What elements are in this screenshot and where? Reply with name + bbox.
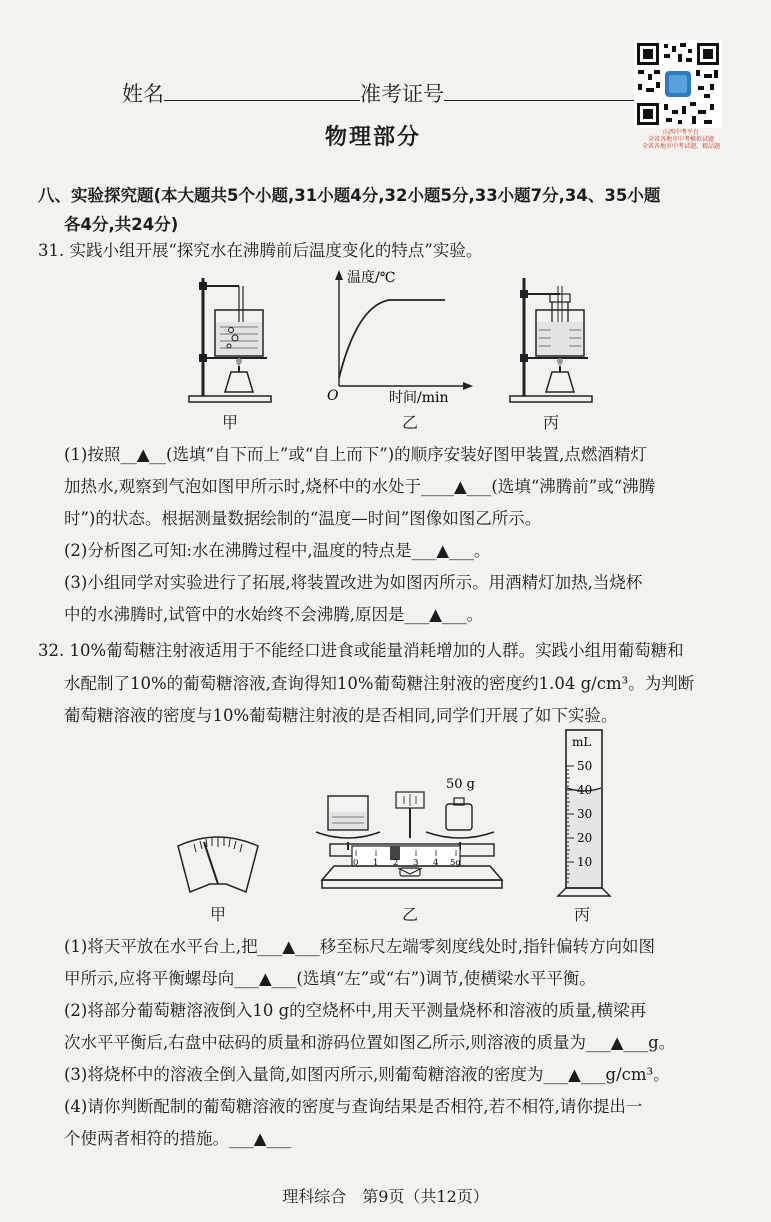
cylinder-tick-30: 30 <box>577 807 593 821</box>
q32-part3: (3)将烧杯中的溶液全倒入量筒,如图丙所示,则葡萄糖溶液的密度为___▲___g/cm³。 <box>64 1065 670 1084</box>
q31-figure-bing <box>508 272 598 411</box>
q32-intro-line3: 葡萄糖溶液的密度与10%葡萄糖注射液的是否相同,同学们开展了如下实验。 <box>64 706 618 725</box>
name-field[interactable] <box>164 82 360 101</box>
scale-tick-1: 1 <box>373 858 379 868</box>
section-title: 物理部分 <box>325 125 422 150</box>
q31-part1-line1: (1)按照__▲__(选填“自下而上”或“自上而下”)的顺序安装好图甲装置,点燃酒精灯 <box>64 445 647 464</box>
q32-intro-line2: 水配制了10%的葡萄糖溶液,查询得知10%葡萄糖注射液的密度约1.04 g/cm³。为判断 <box>64 674 695 693</box>
q31-figure-jia <box>185 272 275 411</box>
q32-caption-bing: 丙 <box>574 905 591 924</box>
cylinder-unit: mL <box>572 735 592 749</box>
cylinder-tick-10: 10 <box>577 855 593 869</box>
qr-caption: 山西中考平台 全省各地市中考模拟试题 全省各地市中考试题、精品题 <box>641 129 720 150</box>
q32-part1-line1: (1)将天平放在水平台上,把___▲___移至标尺左端零刻度线处时,指针偏转方向如图 <box>64 937 656 956</box>
cylinder-tick-40: 40 <box>577 783 593 797</box>
q31-caption-bing: 丙 <box>543 413 560 432</box>
q31-intro: 31. 实践小组开展“探究水在沸腾前后温度变化的特点”实验。 <box>38 241 483 260</box>
q31-part1-line2: 加热水,观察到气泡如图甲所示时,烧杯中的水处于____▲___(选填“沸腾前”或“沸腾 <box>64 477 656 496</box>
q32-part2-line2: 次水平平衡后,右盘中砝码的质量和游码位置如图乙所示,则溶液的质量为___▲___g。 <box>64 1033 676 1052</box>
q32-caption-jia: 甲 <box>210 905 227 924</box>
section-heading-line1: 八、实验探究题(本大题共5个小题,31小题4分,32小题5分,33小题7分,34、35小题 <box>38 186 661 205</box>
scale-tick-2: 2 <box>393 858 399 868</box>
page-footer: 理科综合 第9页（共12页） <box>282 1187 489 1206</box>
q32-part4-line1: (4)请你判断配制的葡萄糖溶液的密度与查询结果是否相符,若不相符,请你提出一 <box>64 1097 643 1116</box>
graph-xlabel: 时间/min <box>389 390 449 406</box>
q31-figure-yi-graph <box>325 268 475 412</box>
q32-figure-yi-balance <box>314 770 510 904</box>
q31-part1-line3: 时”)的状态。根据测量数据绘制的“温度—时间”图像如图乙所示。 <box>64 509 542 528</box>
q32-part1-line2: 甲所示,应将平衡螺母向___▲___(选填“左”或“右”)调节,使横梁水平平衡。 <box>64 969 596 988</box>
cylinder-tick-50: 50 <box>577 759 593 773</box>
q32-intro-line1: 32. 10%葡萄糖注射液适用于不能经口进食或能量消耗增加的人群。实践小组用葡萄糖和 <box>38 641 684 660</box>
scale-tick-3: 3 <box>413 858 419 868</box>
weight-label: 50 g <box>446 777 475 792</box>
q31-part2: (2)分析图乙可知:水在沸腾过程中,温度的特点是___▲___。 <box>64 541 491 560</box>
q32-part4-line2: 个使两者相符的措施。___▲___ <box>64 1129 292 1148</box>
q32-part2-line1: (2)将部分葡萄糖溶液倒入10 g的空烧杯中,用天平测量烧杯和溶液的质量,横梁再 <box>64 1001 647 1020</box>
q31-caption-jia: 甲 <box>222 413 239 432</box>
q32-figure-jia-dial <box>172 826 264 900</box>
name-label: 姓名 <box>122 78 360 108</box>
scale-tick-4: 4 <box>433 858 439 868</box>
graph-ylabel: 温度/℃ <box>347 270 396 286</box>
q32-figure-bing-cylinder <box>556 728 616 902</box>
scale-tick-0: 0 <box>353 858 359 868</box>
q32-caption-yi: 乙 <box>402 905 419 924</box>
exam-number-label: 准考证号 <box>360 78 636 108</box>
exam-number-field[interactable] <box>444 82 636 101</box>
graph-origin: O <box>327 388 339 404</box>
qr-code <box>634 40 722 128</box>
section-heading-line2: 各4分,共24分) <box>64 215 179 234</box>
cylinder-tick-20: 20 <box>577 831 593 845</box>
scale-tick-5g: 5g <box>450 858 461 868</box>
q31-part3-line2: 中的水沸腾时,试管中的水始终不会沸腾,原因是___▲___。 <box>64 605 484 624</box>
q31-caption-yi: 乙 <box>402 413 419 432</box>
q31-part3-line1: (3)小组同学对实验进行了拓展,将装置改进为如图丙所示。用酒精灯加热,当烧杯 <box>64 573 643 592</box>
